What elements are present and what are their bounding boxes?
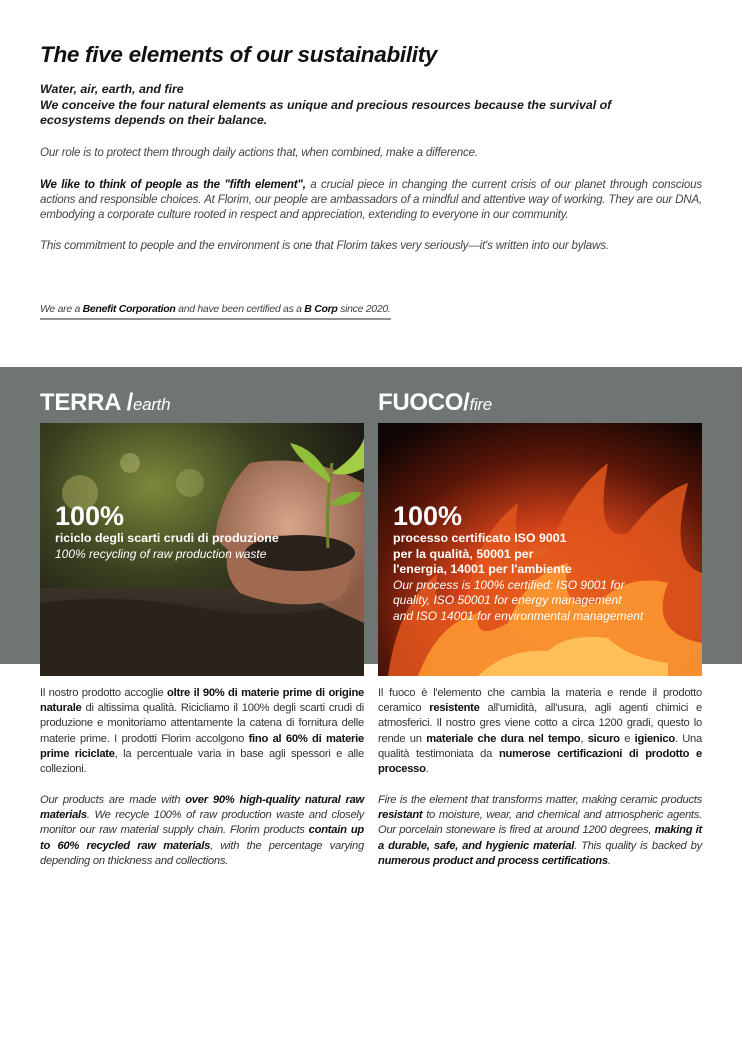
earth-en-e: , with the percentage varying depending on thickness and collections.: [40, 839, 364, 867]
fifth-element-bold: We like to think of people as the "fifth element",: [40, 178, 306, 191]
fire-it-d: materiale che dura nel tempo: [426, 732, 581, 745]
fire-it-e: ,: [580, 732, 588, 745]
bcorp-statement: [40, 303, 391, 320]
earth-caption-en: 100% recycling of raw production waste: [55, 546, 267, 561]
intro-heading: Water, air, earth, and fire: [40, 82, 184, 96]
fire-it-f: sicuro: [587, 732, 620, 745]
earth-it-a: Il nostro prodotto accoglie: [40, 687, 168, 699]
bcorp-bcorp: B Corp: [304, 303, 338, 315]
fire-big-stat: 100%: [393, 501, 463, 531]
fire-en-b: resistant: [378, 809, 423, 822]
fire-it-j: numerose certificazioni di prodotto e processo: [378, 747, 702, 776]
earth-it-b: oltre il 90% di materie prime di origine naturale: [40, 687, 364, 715]
intro-block: [40, 82, 702, 129]
fire-en-d: making it a durable, safe, and hygienic material: [378, 824, 702, 852]
bcorp-text-2: and have been certified as a: [175, 303, 305, 315]
fire-it-c: all'umidità, all'usura, agli agenti chimici e atmosferici. Il nostro gres viene cotto a circa 1200 gradi, questo lo rende un: [378, 702, 702, 745]
fire-caption-it-1: processo certificato ISO 9001: [393, 531, 567, 545]
earth-en-a: Our products are made with: [40, 794, 186, 806]
earth-caption-it: riciclo degli scarti crudi di produzione: [55, 531, 279, 545]
fire-caption-it-3: l'energia, 14001 per l'ambiente: [393, 562, 572, 576]
fire-en-g: .: [607, 854, 611, 867]
fire-overlay: [393, 501, 643, 624]
fire-heading: [378, 389, 492, 417]
earth-heading-main: TERRA /: [40, 389, 134, 416]
earth-body-english: [40, 793, 364, 869]
fire-it-g: e: [619, 732, 635, 745]
earth-big-stat: 100%: [55, 501, 125, 531]
earth-body-italian: [40, 686, 364, 777]
earth-image: [40, 423, 364, 676]
fire-caption-en-2: quality, ISO 50001 for energy management: [393, 593, 622, 607]
fire-heading-main: FUOCO/: [378, 389, 470, 416]
fire-image: [378, 423, 702, 676]
fire-body-english: [378, 793, 702, 869]
earth-en-c: . We recycle 100% of raw production waste and closely monitor our raw material supply chain. Florim products: [40, 809, 364, 837]
fire-caption-en-3: and ISO 14001 for environmental management: [393, 608, 644, 623]
fire-en-e: . This quality is backed by: [574, 839, 702, 852]
earth-heading: [40, 389, 170, 417]
earth-en-b: over 90% high-quality natural raw materials: [40, 794, 365, 822]
earth-it-d: fino al 60% di materie prime riciclate: [40, 732, 364, 760]
fire-heading-sub: fire: [469, 395, 492, 414]
paragraph-role: Our role is to protect them through daily actions that, when combined, make a difference.: [40, 146, 478, 159]
fire-it-b: resistente: [429, 702, 480, 715]
earth-it-e: , la percentuale varia in base agli spessori e alle collezioni.: [40, 747, 364, 776]
fifth-element-text: a crucial piece in changing the current crisis of our planet through conscious actions and responsible choices. At Florim, our people are ambassadors of a mindful and attentive way of working. They are our DNA, embodying a corporate culture rooted in respect and appreciation, extending to everyone in our community.: [40, 178, 703, 221]
intro-line-2: ecosystems depends on their balance.: [40, 113, 268, 127]
fire-it-k: .: [425, 763, 429, 776]
fire-en-f: numerous product and process certifications: [378, 854, 608, 867]
intro-line-1: We conceive the four natural elements as unique and precious resources because the survival of: [40, 97, 612, 112]
fire-it-i: . Una qualità testimoniata da: [378, 732, 702, 760]
fire-caption-en-1: Our process is 100% certified: ISO 9001 for: [393, 577, 625, 592]
paragraph-commitment: This commitment to people and the environment is one that Florim takes very seriously—it's written into our bylaws.: [40, 239, 609, 252]
bcorp-text-1: We are a: [40, 303, 83, 315]
page-title: The five elements of our sustainability: [40, 42, 438, 67]
earth-overlay: [55, 501, 279, 562]
fire-it-h: igienico: [634, 732, 675, 745]
earth-heading-sub: earth: [133, 395, 171, 414]
bcorp-text-3: since 2020.: [337, 303, 391, 315]
fire-body-italian: [378, 686, 702, 777]
paragraph-fifth-element: [40, 177, 702, 222]
earth-it-c: di altissima qualità. Ricicliamo il 100% degli scarti crudi di produzione e monitoriamo attentamente la catena di fornitura delle materie prime. I prodotti Florim accolgono: [40, 702, 364, 745]
fire-it-a: Il fuoco è l'elemento che cambia la materia e rende il prodotto ceramico: [378, 687, 702, 715]
fire-en-c: to moisture, wear, and chemical and atmospheric agents. Our porcelain stoneware is fired at around 1200 degrees,: [378, 809, 702, 837]
earth-en-d: contain up to 60% recycled raw materials: [40, 824, 364, 852]
fire-caption-it-2: per la qualità, 50001 per: [393, 546, 534, 561]
fire-en-a: Fire is the element that transforms matter, making ceramic products: [378, 794, 702, 806]
bcorp-benefit: Benefit Corporation: [82, 303, 176, 315]
